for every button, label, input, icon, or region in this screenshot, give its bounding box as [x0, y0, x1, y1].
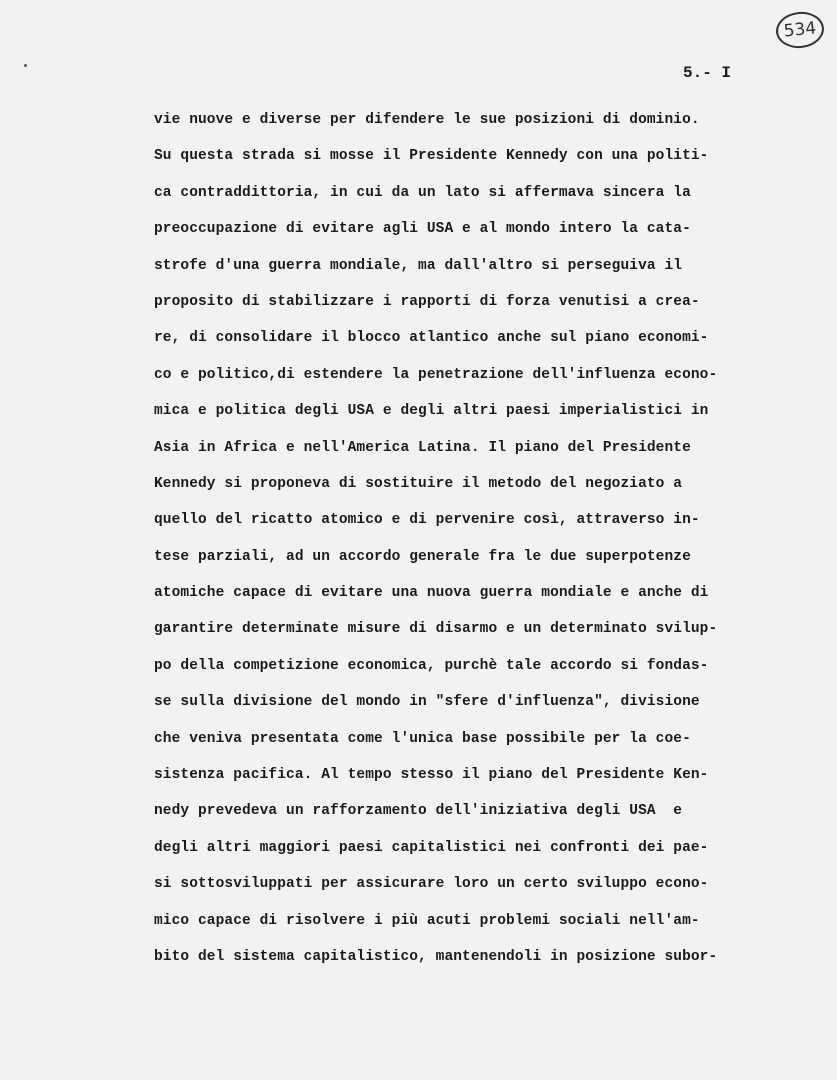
- text-line: po della competizione economica, purchè tale accordo si fondas-: [154, 657, 709, 674]
- text-line: si sottosviluppati per assicurare loro un certo sviluppo econo-: [154, 876, 709, 893]
- text-line: vie nuove e diverse per difendere le sue posizioni di dominio.: [154, 112, 700, 128]
- text-line: mico capace di risolvere i più acuti problemi sociali nell'am-: [154, 912, 700, 929]
- text-line: se sulla divisione del mondo in "sfere d'influenza", divisione: [154, 694, 700, 711]
- text-line: Su questa strada si mosse il Presidente Kennedy con una politi-: [154, 148, 709, 165]
- text-line: nedy prevedeva un rafforzamento dell'iniziativa degli USA e: [154, 803, 683, 820]
- text-line: atomiche capace di evitare una nuova guerra mondiale e anche di: [154, 585, 709, 602]
- text-line: sistenza pacifica. Al tempo stesso il piano del Presidente Ken-: [154, 767, 709, 784]
- text-line: bito del sistema capitalistico, mantenendoli in posizione subor-: [154, 948, 718, 965]
- text-line: Kennedy si proponeva di sostituire il metodo del negoziato a: [154, 475, 683, 492]
- text-line: garantire determinate misure di disarmo e un determinato svilup-: [154, 621, 718, 638]
- text-line: re, di consolidare il blocco atlantico anche sul piano economi-: [154, 330, 709, 347]
- page-number: 5.- I: [683, 64, 732, 82]
- text-line: tese parziali, ad un accordo generale fra le due superpotenze: [154, 548, 691, 565]
- paper-speck: [24, 64, 27, 67]
- text-line: co e politico,di estendere la penetrazione dell'influenza econo-: [154, 366, 718, 383]
- text-line: quello del ricatto atomico e di pervenire così, attraverso in-: [154, 512, 700, 529]
- text-line: degli altri maggiori paesi capitalistici nei confronti dei pae-: [154, 839, 709, 856]
- text-line: strofe d'una guerra mondiale, ma dall'altro si perseguiva il: [154, 257, 683, 274]
- text-line: proposito di stabilizzare i rapporti di forza venutisi a crea-: [154, 293, 700, 310]
- text-line: che veniva presentata come l'unica base possibile per la coe-: [154, 730, 691, 747]
- text-line: Asia in Africa e nell'America Latina. Il piano del Presidente: [154, 439, 691, 456]
- text-line: mica e politica degli USA e degli altri paesi imperialistici in: [154, 403, 709, 420]
- archive-stamp: 534: [774, 10, 826, 51]
- text-line: ca contraddittoria, in cui da un lato si affermava sincera la: [154, 184, 691, 201]
- text-line: preoccupazione di evitare agli USA e al mondo intero la cata-: [154, 221, 691, 238]
- body-text: [154, 102, 794, 975]
